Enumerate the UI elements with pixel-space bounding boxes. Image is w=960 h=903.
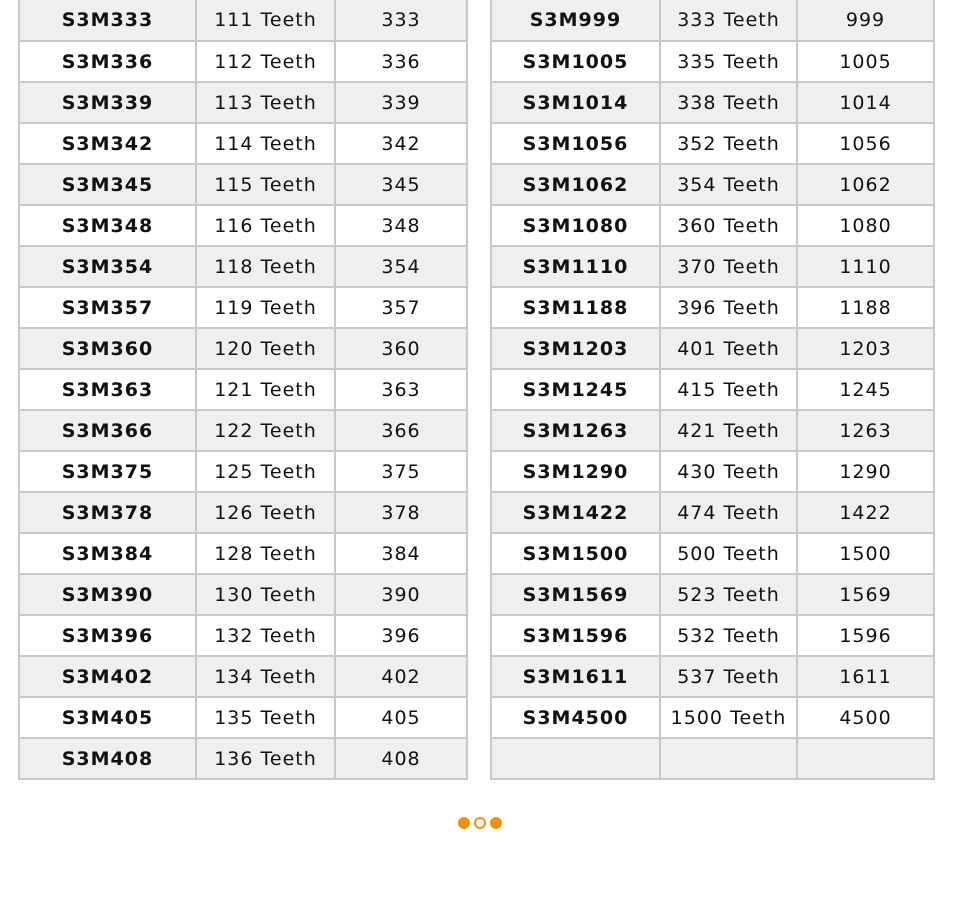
teeth-cell: 120 Teeth [196, 328, 335, 369]
model-cell: S3M1422 [491, 492, 660, 533]
length-cell: 1080 [797, 205, 934, 246]
length-cell: 345 [335, 164, 467, 205]
table-row [19, 615, 467, 656]
length-cell: 363 [335, 369, 467, 410]
table-row [19, 41, 467, 82]
teeth-cell: 122 Teeth [196, 410, 335, 451]
length-cell: 336 [335, 41, 467, 82]
teeth-cell: 352 Teeth [660, 123, 797, 164]
model-cell: S3M1188 [491, 287, 660, 328]
model-cell: S3M1203 [491, 328, 660, 369]
length-cell: 1005 [797, 41, 934, 82]
length-cell: 405 [335, 697, 467, 738]
length-cell: 1056 [797, 123, 934, 164]
length-cell: 396 [335, 615, 467, 656]
length-cell: 1263 [797, 410, 934, 451]
model-cell: S3M408 [19, 738, 196, 779]
table-row [19, 82, 467, 123]
teeth-cell: 396 Teeth [660, 287, 797, 328]
length-cell: 1014 [797, 82, 934, 123]
teeth-cell: 532 Teeth [660, 615, 797, 656]
table-row [19, 574, 467, 615]
model-cell: S3M336 [19, 41, 196, 82]
teeth-cell: 335 Teeth [660, 41, 797, 82]
length-cell: 354 [335, 246, 467, 287]
model-cell: S3M1014 [491, 82, 660, 123]
table-row [491, 656, 934, 697]
table-row [491, 287, 934, 328]
table-row [19, 369, 467, 410]
table-row [19, 533, 467, 574]
belt-size-table-left [18, 0, 468, 780]
teeth-cell: 338 Teeth [660, 82, 797, 123]
teeth-cell: 401 Teeth [660, 328, 797, 369]
length-cell: 1203 [797, 328, 934, 369]
model-cell: S3M345 [19, 164, 196, 205]
length-cell: 1062 [797, 164, 934, 205]
teeth-cell: 128 Teeth [196, 533, 335, 574]
teeth-cell: 132 Teeth [196, 615, 335, 656]
table-row [19, 410, 467, 451]
table-row [19, 656, 467, 697]
length-cell: 4500 [797, 697, 934, 738]
teeth-cell: 537 Teeth [660, 656, 797, 697]
teeth-cell: 360 Teeth [660, 205, 797, 246]
table-row [491, 369, 934, 410]
length-cell: 1188 [797, 287, 934, 328]
teeth-cell: 113 Teeth [196, 82, 335, 123]
teeth-cell: 500 Teeth [660, 533, 797, 574]
teeth-cell: 523 Teeth [660, 574, 797, 615]
teeth-cell: 111 Teeth [196, 0, 335, 41]
table-row [19, 123, 467, 164]
table-row [491, 164, 934, 205]
length-cell: 402 [335, 656, 467, 697]
teeth-cell: 136 Teeth [196, 738, 335, 779]
table-row [491, 410, 934, 451]
model-cell: S3M1611 [491, 656, 660, 697]
model-cell: S3M4500 [491, 697, 660, 738]
model-cell: S3M333 [19, 0, 196, 41]
table-row [19, 697, 467, 738]
model-cell: S3M348 [19, 205, 196, 246]
table-row [19, 451, 467, 492]
pagination-dot-1[interactable] [458, 817, 470, 829]
length-cell: 333 [335, 0, 467, 41]
model-cell: S3M366 [19, 410, 196, 451]
length-cell: 348 [335, 205, 467, 246]
teeth-cell: 125 Teeth [196, 451, 335, 492]
length-cell: 1500 [797, 533, 934, 574]
model-cell: S3M375 [19, 451, 196, 492]
model-cell: S3M384 [19, 533, 196, 574]
table-row [19, 738, 467, 779]
carousel-pagination [0, 817, 960, 829]
model-cell: S3M402 [19, 656, 196, 697]
teeth-cell: 130 Teeth [196, 574, 335, 615]
model-cell: S3M342 [19, 123, 196, 164]
length-cell: 375 [335, 451, 467, 492]
model-cell: S3M1080 [491, 205, 660, 246]
model-cell: S3M1005 [491, 41, 660, 82]
length-cell: 384 [335, 533, 467, 574]
table-row [491, 123, 934, 164]
teeth-cell: 415 Teeth [660, 369, 797, 410]
model-cell: S3M1110 [491, 246, 660, 287]
teeth-cell: 115 Teeth [196, 164, 335, 205]
length-cell: 1611 [797, 656, 934, 697]
length-cell: 342 [335, 123, 467, 164]
table-row [491, 738, 934, 779]
table-row [491, 697, 934, 738]
model-cell [491, 738, 660, 779]
teeth-cell: 430 Teeth [660, 451, 797, 492]
pagination-dot-2[interactable] [474, 817, 486, 829]
teeth-cell: 135 Teeth [196, 697, 335, 738]
length-cell: 360 [335, 328, 467, 369]
teeth-cell: 1500 Teeth [660, 697, 797, 738]
table-row [19, 0, 467, 41]
model-cell: S3M390 [19, 574, 196, 615]
model-cell: S3M1245 [491, 369, 660, 410]
length-cell: 408 [335, 738, 467, 779]
teeth-cell: 354 Teeth [660, 164, 797, 205]
table-body [19, 0, 467, 779]
model-cell: S3M357 [19, 287, 196, 328]
model-cell: S3M1263 [491, 410, 660, 451]
length-cell: 1422 [797, 492, 934, 533]
teeth-cell: 116 Teeth [196, 205, 335, 246]
model-cell: S3M396 [19, 615, 196, 656]
model-cell: S3M1290 [491, 451, 660, 492]
length-cell: 357 [335, 287, 467, 328]
model-cell: S3M360 [19, 328, 196, 369]
table-row [19, 246, 467, 287]
pagination-dot-3[interactable] [490, 817, 502, 829]
table-row [491, 82, 934, 123]
model-cell: S3M405 [19, 697, 196, 738]
model-cell: S3M378 [19, 492, 196, 533]
length-cell: 1569 [797, 574, 934, 615]
model-cell: S3M363 [19, 369, 196, 410]
teeth-cell: 114 Teeth [196, 123, 335, 164]
teeth-cell: 119 Teeth [196, 287, 335, 328]
length-cell: 366 [335, 410, 467, 451]
table-row [491, 0, 934, 41]
length-cell: 999 [797, 0, 934, 41]
model-cell: S3M339 [19, 82, 196, 123]
length-cell: 339 [335, 82, 467, 123]
length-cell [797, 738, 934, 779]
teeth-cell: 421 Teeth [660, 410, 797, 451]
teeth-cell: 118 Teeth [196, 246, 335, 287]
length-cell: 1290 [797, 451, 934, 492]
length-cell: 378 [335, 492, 467, 533]
teeth-cell: 370 Teeth [660, 246, 797, 287]
model-cell: S3M1500 [491, 533, 660, 574]
table-row [491, 205, 934, 246]
length-cell: 1245 [797, 369, 934, 410]
table-row [491, 41, 934, 82]
model-cell: S3M1569 [491, 574, 660, 615]
table-row [19, 164, 467, 205]
teeth-cell: 121 Teeth [196, 369, 335, 410]
length-cell: 1110 [797, 246, 934, 287]
length-cell: 1596 [797, 615, 934, 656]
table-row [19, 328, 467, 369]
teeth-cell [660, 738, 797, 779]
model-cell: S3M1056 [491, 123, 660, 164]
teeth-cell: 333 Teeth [660, 0, 797, 41]
table-row [491, 615, 934, 656]
model-cell: S3M1062 [491, 164, 660, 205]
table-row [19, 205, 467, 246]
model-cell: S3M1596 [491, 615, 660, 656]
model-cell: S3M999 [491, 0, 660, 41]
table-body [491, 0, 934, 779]
teeth-cell: 112 Teeth [196, 41, 335, 82]
teeth-cell: 126 Teeth [196, 492, 335, 533]
belt-size-table-right [490, 0, 935, 780]
table-row [491, 533, 934, 574]
table-row [19, 492, 467, 533]
table-row [491, 246, 934, 287]
table-row [491, 451, 934, 492]
length-cell: 390 [335, 574, 467, 615]
teeth-cell: 134 Teeth [196, 656, 335, 697]
table-row [19, 287, 467, 328]
table-row [491, 574, 934, 615]
table-row [491, 328, 934, 369]
teeth-cell: 474 Teeth [660, 492, 797, 533]
model-cell: S3M354 [19, 246, 196, 287]
table-row [491, 492, 934, 533]
